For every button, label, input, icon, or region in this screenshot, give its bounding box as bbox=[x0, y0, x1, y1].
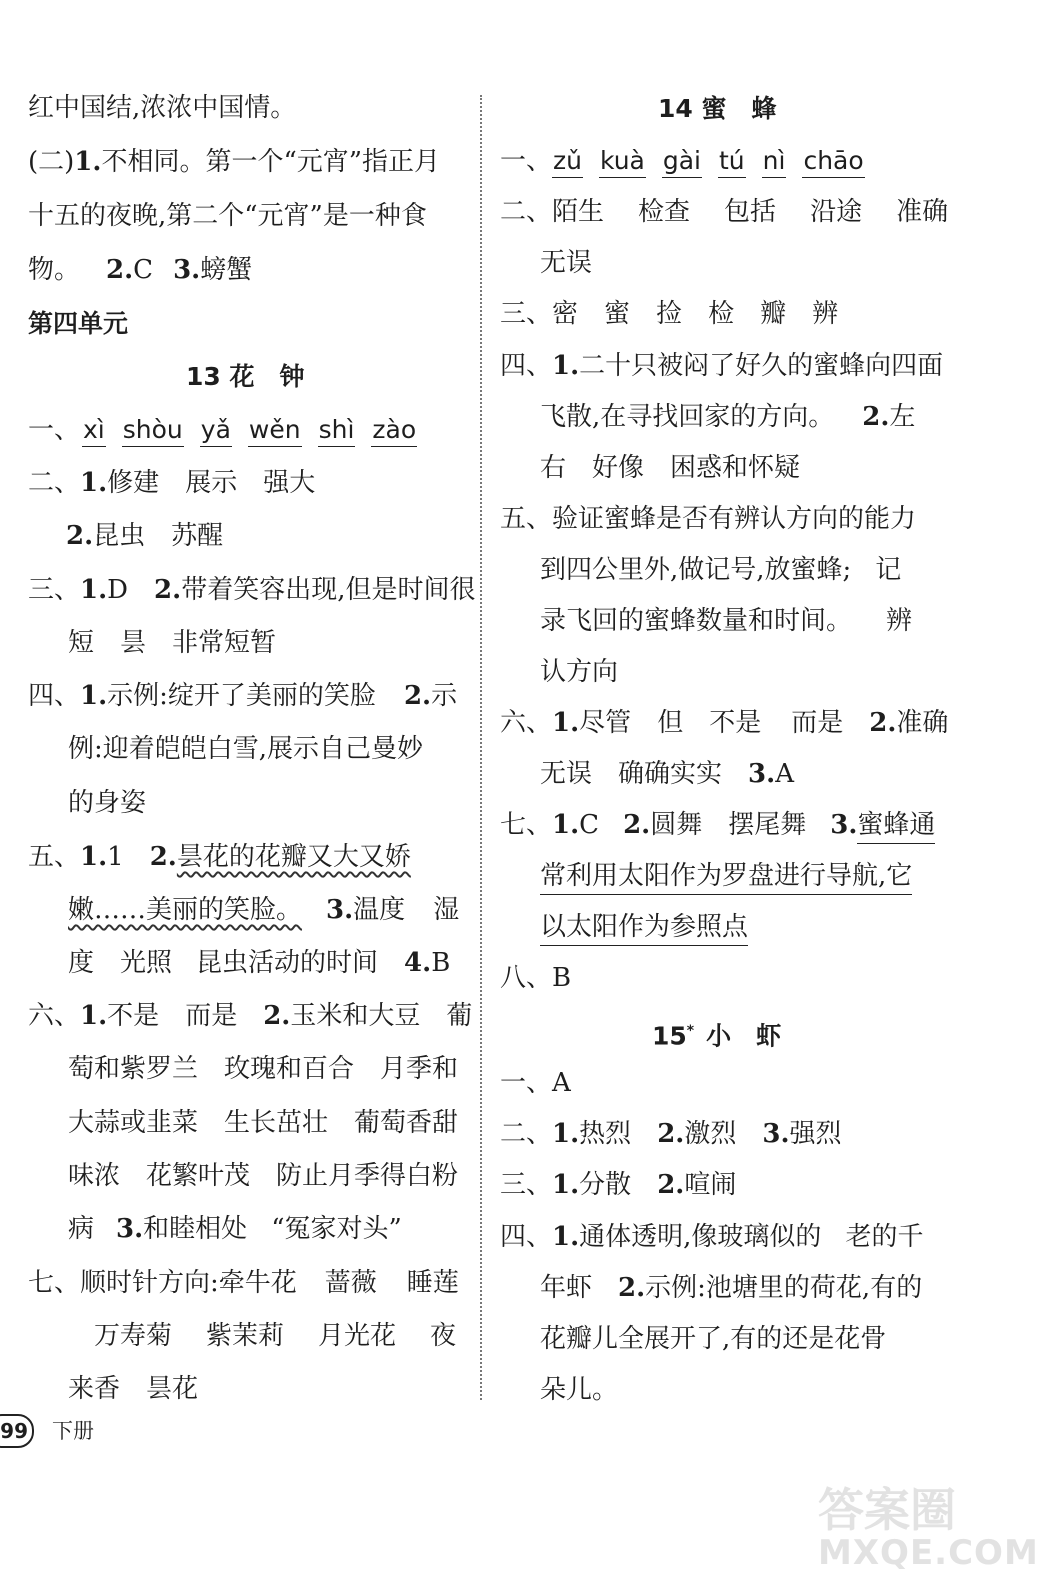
r-section-2-line-1: 二、陌生 检查 包括 沿途 准确 bbox=[500, 197, 949, 227]
pinyin-answer: shòu bbox=[122, 416, 184, 447]
underlined-answer: 常利用太阳作为罗盘进行导航,它 bbox=[540, 861, 912, 895]
section-6-line-5: 病 3.和睦相处 “冤家对头” bbox=[68, 1214, 402, 1244]
r-section-3: 三、密 蜜 捡 检 瓣 辨 bbox=[500, 299, 839, 329]
section-3-line-1: 三、1.D 2.带着笑容出现,但是时间很 bbox=[28, 575, 476, 605]
watermark-logo: 答案圈 MXQE.COM bbox=[818, 1483, 1039, 1573]
r-section-7-line-2 bbox=[540, 859, 912, 893]
pinyin-answer: yǎ bbox=[200, 416, 232, 447]
r-section-5-line-1: 五、验证蜜蜂是否有辨认方向的能力 bbox=[500, 504, 917, 534]
section-1-pinyin: 一、 xì shòu yǎ wěn shì zào bbox=[28, 415, 417, 445]
section-5-line-1: 五、1.1 2.昙花的花瓣又大又娇 bbox=[28, 842, 411, 872]
wavy-underlined-answer: 嫩……美丽的笑脸。 bbox=[68, 895, 303, 925]
pinyin-answer: kuà bbox=[599, 147, 646, 178]
pinyin-answer: zào bbox=[371, 416, 417, 447]
r-section-7-line-3 bbox=[540, 910, 748, 944]
r2-section-1: 一、A bbox=[500, 1068, 571, 1098]
pinyin-answer: tú bbox=[718, 147, 746, 178]
pinyin-answer: gài bbox=[662, 147, 702, 178]
lesson-14-title: 14 蜜 蜂 bbox=[658, 94, 777, 123]
section-2-line-1: 二、1.修建 展示 强大 bbox=[28, 468, 316, 498]
r-section-4-line-1: 四、1.二十只被闷了好久的蜜蜂向四面 bbox=[500, 351, 944, 381]
lesson-13-title: 13 花 钟 bbox=[186, 362, 305, 391]
pinyin-answer: chāo bbox=[802, 147, 864, 178]
r-section-5-line-4: 认方向 bbox=[540, 657, 619, 687]
r2-section-4-line-1: 四、1.通体透明,像玻璃似的 老的千 bbox=[500, 1222, 924, 1252]
section-7-line-2: 万寿菊 紫茉莉 月光花 夜 bbox=[94, 1321, 457, 1351]
r-section-4-line-2: 飞散,在寻找回家的方向。 2.左 bbox=[540, 402, 916, 432]
section-5-line-2: 嫩……美丽的笑脸。 3.温度 湿 bbox=[68, 895, 460, 925]
pinyin-answer: xì bbox=[82, 416, 106, 447]
pinyin-answer: nì bbox=[762, 147, 787, 178]
section-7-line-3: 来香 昙花 bbox=[68, 1374, 199, 1404]
section-6-line-1: 六、1.不是 而是 2.玉米和大豆 葡 bbox=[28, 1001, 473, 1031]
left-line-4: 物。 2.C 3.螃蟹 bbox=[28, 255, 253, 285]
r2-section-4-line-4: 朵儿。 bbox=[540, 1375, 619, 1405]
pinyin-answer: wěn bbox=[248, 416, 302, 447]
left-line-3: 十五的夜晚,第二个“元宵”是一种食 bbox=[28, 201, 427, 231]
section-6-line-2: 萄和紫罗兰 玫瑰和百合 月季和 bbox=[68, 1054, 459, 1084]
section-3-line-2: 短 昙 非常短暂 bbox=[68, 628, 277, 658]
section-4-line-2: 例:迎着皑皑白雪,展示自己曼妙 bbox=[68, 734, 424, 764]
r-section-2-line-2: 无误 bbox=[540, 248, 593, 278]
underlined-answer: 蜜蜂通 bbox=[857, 810, 935, 844]
left-line-1: 红中国结,浓浓中国情。 bbox=[28, 93, 297, 123]
section-7-line-1: 七、顺时针方向:牵牛花 蔷薇 睡莲 bbox=[28, 1268, 459, 1298]
r-section-1-pinyin: 一、zǔ kuà gài tú nì chāo bbox=[500, 146, 864, 176]
pinyin-answer: shì bbox=[318, 416, 356, 447]
section-6-line-4: 味浓 花繁叶茂 防止月季得白粉 bbox=[68, 1161, 459, 1191]
section-5-line-3: 度 光照 昆虫活动的时间 4.B bbox=[68, 948, 451, 978]
r-section-4-line-3: 右 好像 困惑和怀疑 bbox=[540, 453, 801, 483]
r2-section-3: 三、1.分散 2.喧闹 bbox=[500, 1170, 737, 1200]
column-divider bbox=[480, 95, 482, 1400]
r2-section-4-line-2: 年虾 2.示例:池塘里的荷花,有的 bbox=[540, 1273, 923, 1303]
pinyin-answer: zǔ bbox=[552, 147, 583, 178]
section-6-line-3: 大蒜或韭菜 生长茁壮 葡萄香甜 bbox=[68, 1108, 459, 1138]
unit-heading: 第四单元 bbox=[28, 309, 129, 338]
r-section-8: 八、B bbox=[500, 963, 572, 993]
r-section-6-line-2: 无误 确确实实 3.A bbox=[540, 759, 794, 789]
section-2-line-2: 2.昆虫 苏醒 bbox=[66, 521, 224, 551]
lesson-15-title: 15* 小 虾 bbox=[652, 1021, 782, 1051]
r2-section-4-line-3: 花瓣儿全展开了,有的还是花骨 bbox=[540, 1324, 887, 1354]
r-section-5-line-2: 到四公里外,做记号,放蜜蜂; 记 bbox=[540, 555, 902, 585]
r2-section-2: 二、1.热烈 2.激烈 3.强烈 bbox=[500, 1119, 842, 1149]
r-section-7-line-1: 七、1.C 2.圆舞 摆尾舞 3.蜜蜂通 bbox=[500, 808, 935, 842]
section-4-line-3: 的身姿 bbox=[68, 788, 147, 818]
volume-label: 下册 bbox=[52, 1419, 94, 1443]
section-4-line-1: 四、1.示例:绽开了美丽的笑脸 2.示 bbox=[28, 681, 458, 711]
underlined-answer: 以太阳作为参照点 bbox=[540, 912, 748, 946]
r-section-6-line-1: 六、1.尽管 但 不是 而是 2.准确 bbox=[500, 708, 949, 738]
wavy-underlined-answer: 昙花的花瓣又大又娇 bbox=[176, 842, 411, 872]
left-line-2: (二)1.不相同。第一个“元宵”指正月 bbox=[28, 147, 441, 177]
page-number: 99 bbox=[0, 1414, 34, 1448]
r-section-5-line-3: 录飞回的蜜蜂数量和时间。 辨 bbox=[540, 606, 913, 636]
